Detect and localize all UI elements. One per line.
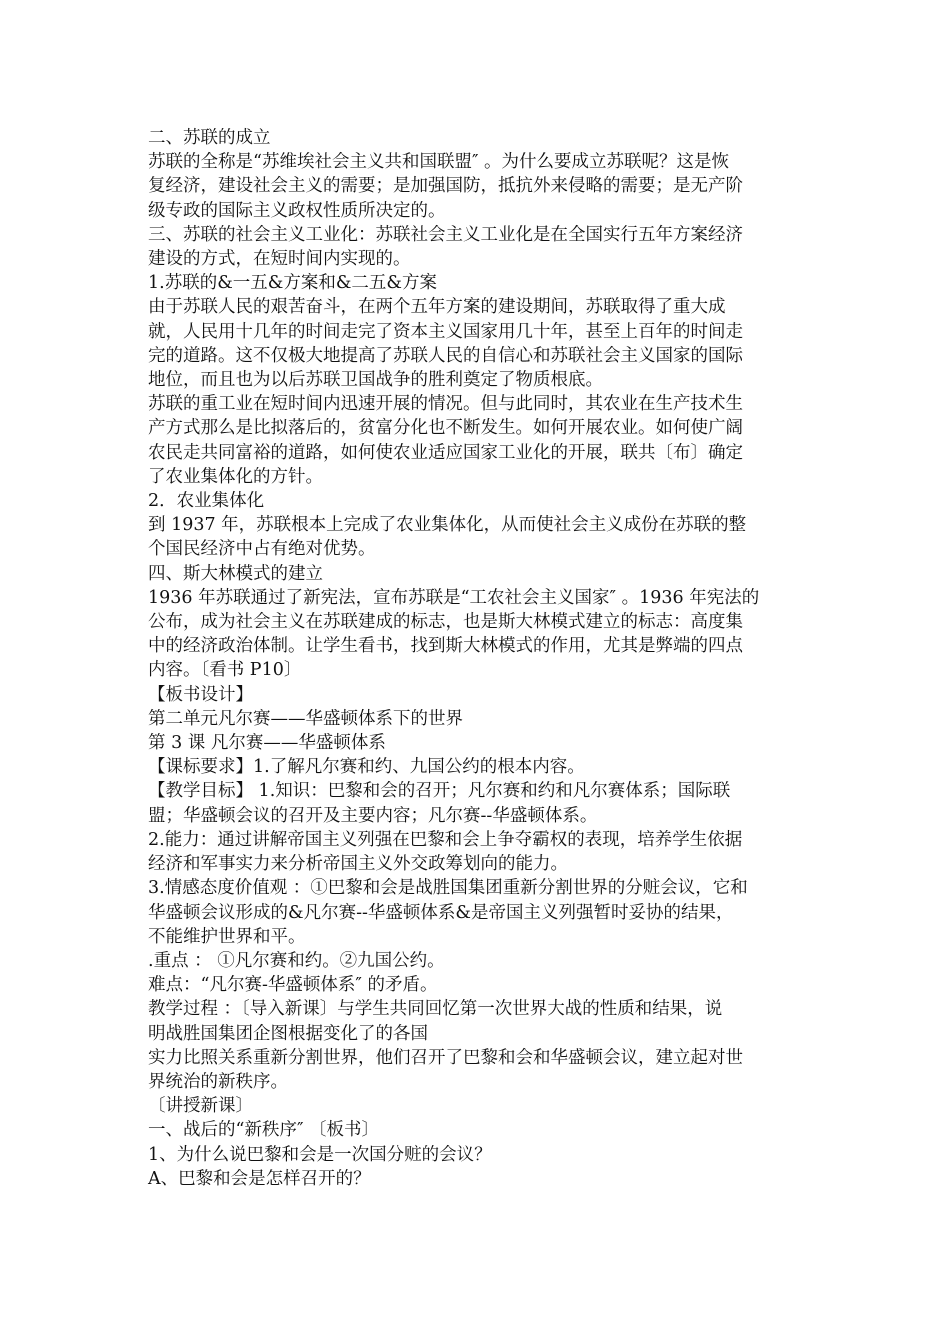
text-line: 明战胜国集团企图根据变化了的各国 (148, 1023, 428, 1044)
text-line: A、巴黎和会是怎样召开的？ (148, 1168, 371, 1189)
document-body (148, 126, 808, 1191)
text-line: 界统治的新秩序。 (148, 1071, 288, 1092)
text-line: 三、苏联的社会主义工业化：苏联社会主义工业化是在全国实行五年方案经济 (148, 224, 743, 245)
text-line: .重点 ： ①凡尔赛和约。②九国公约。 (148, 950, 445, 971)
text-line: 苏联的重工业在短时间内迅速开展的情况。但与此同时，其农业在生产技术生 (148, 394, 743, 415)
text-line: 由于苏联人民的艰苦奋斗，在两个五年方案的建设期间，苏联取得了重大成 (148, 297, 726, 318)
text-line: 第二单元凡尔赛——华盛顿体系下的世界 (148, 708, 463, 729)
text-line: 1936 年苏联通过了新宪法，宣布苏联是“工农社会主义国家″ 。1936 年宪法的 (148, 587, 760, 608)
text-line: 1.苏联的&一五&方案和&二五&方案 (148, 273, 438, 294)
text-line: 地位，而且也为以后苏联卫国战争的胜利奠定了物质根底。 (148, 370, 603, 391)
text-line: 不能维护世界和平。 (148, 926, 306, 947)
text-line: 2.能力：通过讲解帝国主义列强在巴黎和会上争夺霸权的表现，培养学生依据 (148, 829, 743, 850)
text-line: 公布，成为社会主义在苏联建成的标志，也是斯大林模式建立的标志：高度集 (148, 612, 743, 633)
text-line: 建设的方式，在短时间内实现的。 (148, 249, 411, 270)
text-line: 复经济，建设社会主义的需要；是加强国防，抵抗外来侵略的需要；是无产阶 (148, 176, 743, 197)
text-line: 第 3 课 凡尔赛——华盛顿体系 (148, 733, 386, 754)
text-line: 个国民经济中占有绝对优势。 (148, 539, 376, 560)
text-line: 华盛顿会议形成的&凡尔赛--华盛顿体系&是帝国主义列强暂时妥协的结果， (148, 902, 734, 923)
text-line: 【教学目标】 1.知识：巴黎和会的召开；凡尔赛和约和凡尔赛体系；国际联 (148, 781, 731, 802)
text-line: 二、苏联的成立 (148, 128, 271, 148)
text-line: 难点：“凡尔赛-华盛顿体系″ 的矛盾。 (148, 975, 438, 996)
text-line: 教学过程 ：〔导入新课〕与学生共同回忆第一次世界大战的性质和结果，说 (148, 999, 723, 1020)
text-line: 内容。〔看书 P10〕 (148, 660, 302, 681)
text-line: 农民走共同富裕的道路，如何使农业适应国家工业化的开展，联共〔布〕确定 (148, 442, 743, 463)
text-line: 产方式那么是比拟落后的，贫富分化也不断发生。如何开展农业。如何使广阔 (148, 418, 743, 439)
text-line: 了农业集体化的方针。 (148, 466, 323, 487)
text-line: 经济和军事实力来分析帝国主义外交政筹划向的能力。 (148, 854, 568, 875)
text-line: 到 1937 年，苏联根本上完成了农业集体化，从而使社会主义成份在苏联的整 (148, 515, 747, 536)
text-line: 〔讲授新课〕 (148, 1096, 253, 1117)
text-line: 中的经济政治体制。让学生看书，找到斯大林模式的作用，尤其是弊端的四点 (148, 636, 743, 657)
text-line: 【板书设计】 (148, 684, 253, 705)
text-line: 完的道路。这不仅极大地提高了苏联人民的自信心和苏联社会主义国家的国际 (148, 345, 743, 366)
text-line: 一、战后的“新秩序″ 〔板书〕 (148, 1120, 380, 1141)
text-line: 1、为什么说巴黎和会是一次国分赃的会议？ (148, 1144, 492, 1165)
text-line: 【课标要求】1.了解凡尔赛和约、九国公约的根本内容。 (148, 757, 585, 778)
text-line: 就，人民用十几年的时间走完了资本主义国家用几十年，甚至上百年的时间走 (148, 321, 743, 342)
text-line: 四、斯大林模式的建立 (148, 563, 323, 584)
text-line: 3.情感态度价值观 ：①巴黎和会是战胜国集团重新分割世界的分赃会议，它和 (148, 878, 748, 899)
text-line: 2．农业集体化 (148, 491, 265, 512)
text-line: 盟；华盛顿会议的召开及主要内容；凡尔赛--华盛顿体系。 (148, 805, 598, 826)
text-line: 苏联的全称是“苏维埃社会主义共和国联盟″ 。为什么要成立苏联呢？这是恢 (148, 152, 730, 173)
text-line: 实力比照关系重新分割世界，他们召开了巴黎和会和华盛顿会议，建立起对世 (148, 1047, 743, 1068)
text-line: 级专政的国际主义政权性质所决定的。 (148, 200, 446, 221)
